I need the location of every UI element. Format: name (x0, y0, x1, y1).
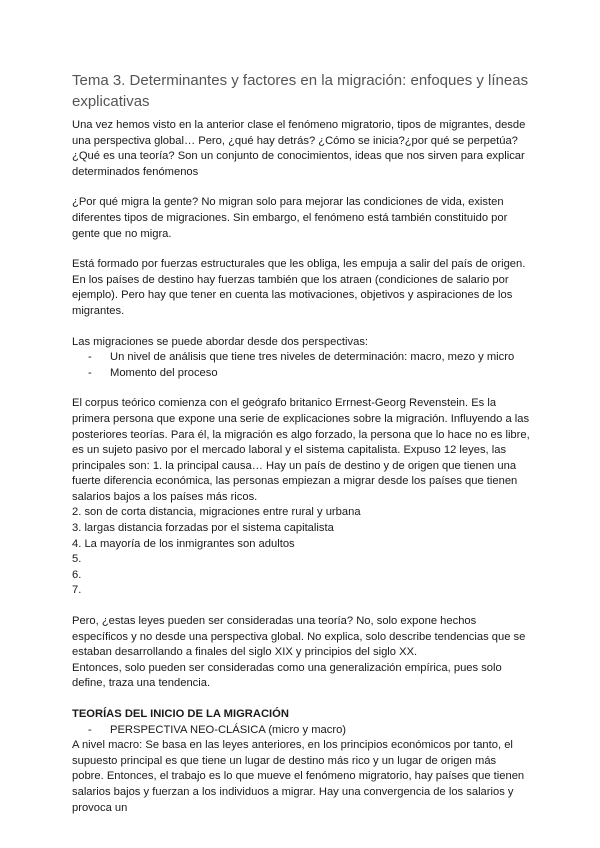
list-item: 4. La mayoría de los inmigrantes son adultos (72, 537, 295, 550)
document-title: Tema 3. Determinantes y factores en la migración: enfoques y líneas explicativas (72, 72, 529, 110)
list-item: - Un nivel de análisis que tiene tres niveles de determinación: macro, mezo y micro (72, 350, 530, 366)
paragraph-theory-question: Pero, ¿estas leyes pueden ser consideradas una teoría? No, solo expone hechos específicos y no desde una perspectiva global. No explica, solo describe tendencias que se estaban desarrollando a finales del siglo XIX y principios del siglo XX. (72, 615, 526, 659)
list-item: - PERSPECTIVA NEO-CLÁSICA (micro y macro) (72, 723, 530, 739)
list-item: - Momento del proceso (72, 366, 530, 382)
list-item: 7. (72, 584, 82, 597)
paragraph-why-migrate: ¿Por qué migra la gente? No migran solo para mejorar las condiciones de vida, existen diferentes tipos de migraciones. Sin embargo, el fenómeno está también constituido por gente que no migra. (72, 196, 508, 240)
paragraph-structural-forces: Está formado por fuerzas estructurales que les obliga, les empuja a salir del país de origen. En los países de destino hay fuerzas también que los atraen (condiciones de salario por ejemplo). Pero hay que tener en cuenta las motivaciones, objetivos y aspiraciones de los migrantes. (72, 258, 526, 317)
list-item: 5. (72, 553, 82, 566)
list-item: 6. (72, 568, 82, 581)
dash-marker: - (88, 723, 92, 736)
dash-marker: - (88, 366, 92, 379)
laws-list (72, 505, 530, 599)
list-item: 2. son de corta distancia, migraciones entre rural y urbana (72, 506, 361, 519)
dash-marker: - (88, 351, 92, 364)
paragraph-generalization: Entonces, solo pueden ser consideradas como una generalización empírica, pues solo define, traza una tendencia. (72, 661, 502, 690)
paragraph-perspectives: Las migraciones se puede abordar desde dos perspectivas: (72, 335, 369, 348)
paragraph-intro: Una vez hemos visto en la anterior clase el fenómeno migratorio, tipos de migrantes, desde una perspectiva global… Pero, ¿qué hay detrás? ¿Cómo se inicia?¿por qué se perpetúa? ¿Qué es una teoría? Son un conjunto de conocimientos, ideas que nos sirven para explicar determinados fenómenos (72, 119, 526, 178)
paragraph-macro-level: A nivel macro: Se basa en las leyes anteriores, en los principios económicos por tanto, el supuesto principal es que tiene un lugar de destino más rico y un lugar de origen más pobre. Entonces, el trabajo es lo que mueve el fenómeno migratorio, hay países que tienen salarios bajos y fuerzan a los individuos a migrar. Hay una convergencia de los salarios y provoca un (72, 739, 525, 814)
neoclassical-list (72, 723, 530, 739)
list-item: 3. largas distancia forzadas por el sistema capitalista (72, 522, 334, 535)
paragraph-ravenstein: El corpus teórico comienza con el geógrafo britanico Errnest-Georg Revenstein. Es la primera persona que expone una serie de explicaciones sobre la migración. Influyendo a las posteriores teorías. Para él, la migración es algo forzado, la persona que lo hace no es libre, es un sujeto pasivo por el mercado laboral y el sistema capitalista. Expuso 12 leyes, las principales son: 1. la principal causa… Hay un país de destino y de origen que tienen una fuerte diferencia económica, las personas empiezan a migrar desde los países que tienen salarios bajos a los países más ricos. (72, 397, 530, 503)
perspectives-list (72, 350, 530, 381)
section-heading: TEORÍAS DEL INICIO DE LA MIGRACIÓN (72, 708, 289, 720)
